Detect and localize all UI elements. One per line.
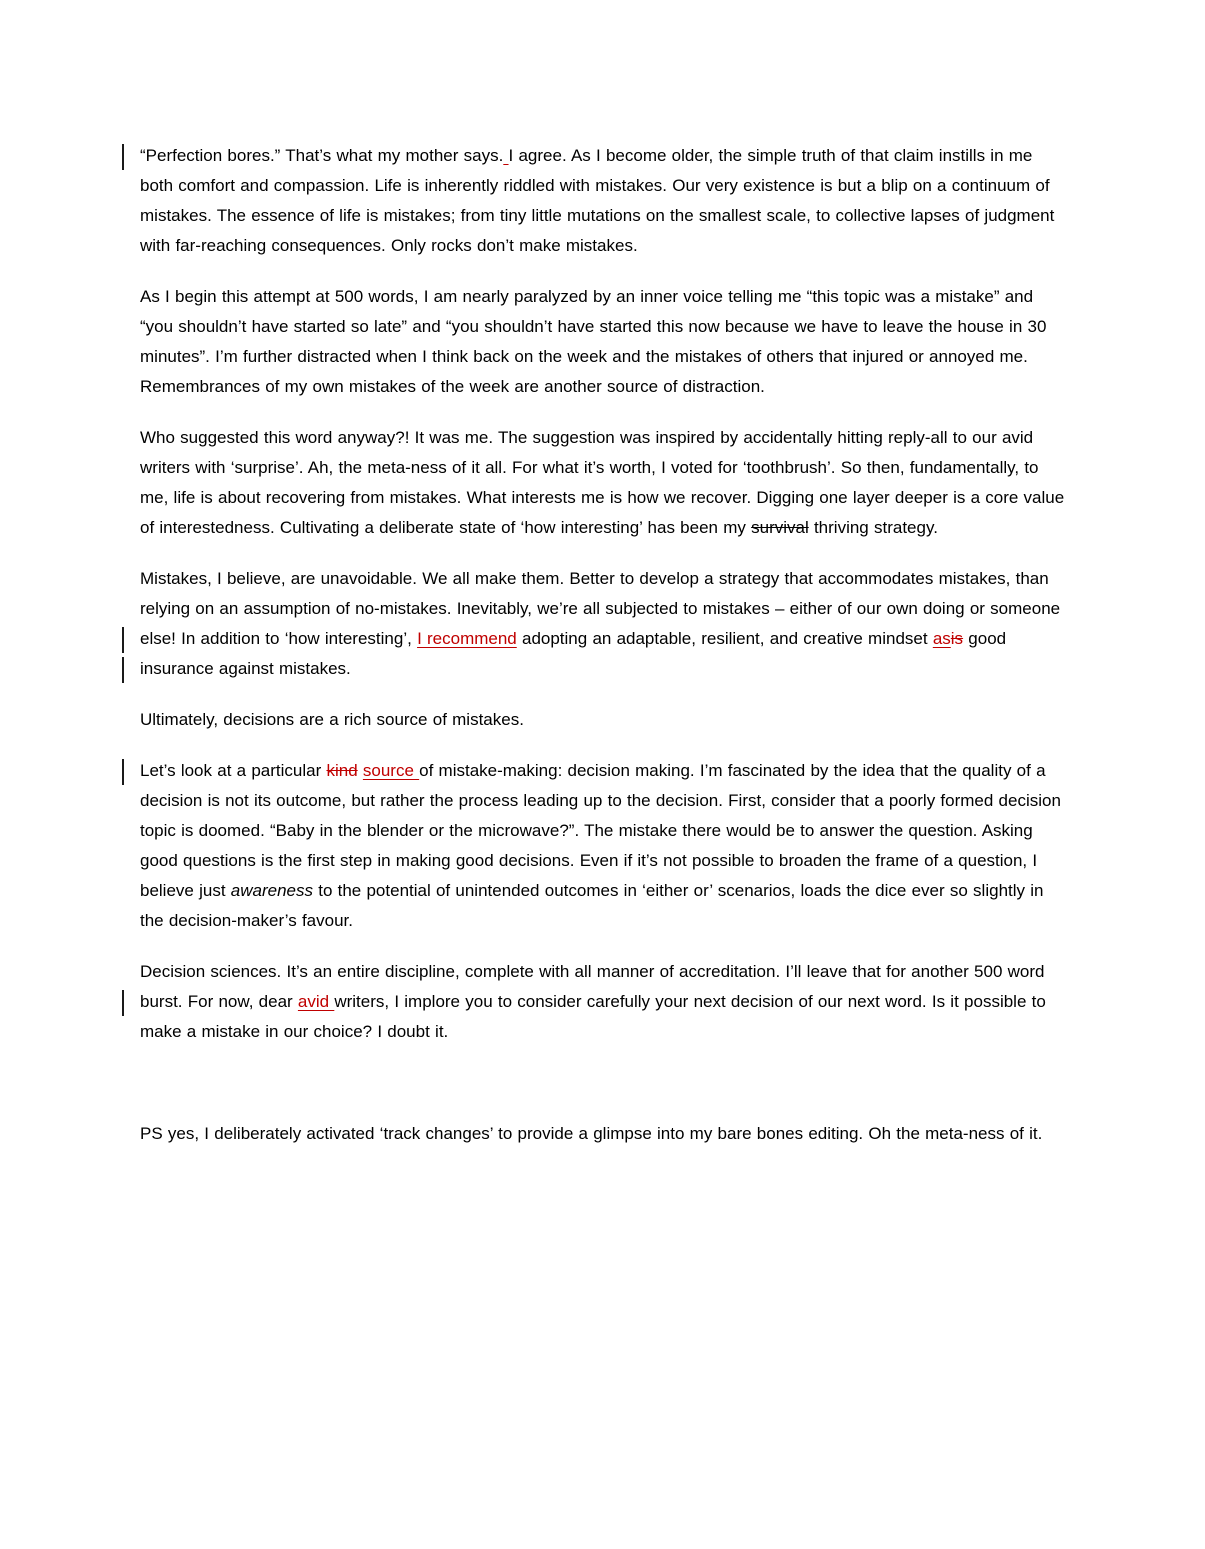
empty-paragraph: [140, 1068, 1065, 1098]
text-run: writers, I implore you to consider carefully your next decision of our next word. Is it possible to make a mistake in our choice? I doubt it.: [140, 992, 1046, 1041]
text-run: Mistakes, I believe, are unavoidable. We all make them. Better to develop a strategy that accommodates mistakes, than relying on an assumption of no-mistakes. Inevitably, we’re all subjected to mistakes – either of our own doing or someone else! In addition to ‘how interesting’,: [140, 569, 1061, 648]
tracked-deletion: is: [950, 629, 964, 648]
change-bar: [122, 627, 124, 653]
tracked-deletion: survival: [751, 518, 809, 537]
emphasized-text: awareness: [230, 881, 313, 900]
text-run: adopting an adaptable, resilient, and creative mindset: [516, 629, 933, 648]
text-run: Who suggested this word anyway?! It was me. The suggestion was inspired by accidentally hitting reply-all to our avid writers with ‘surprise’. Ah, the meta-ness of it all. For what it’s worth, I voted for ‘toothbrush’. So then, fundamentally, to me, life is about recovering from mistakes. What interests me is how we recover. Digging one layer deeper is a core value of interestedness. Cultivating a deliberate state of ‘how interesting’ has been my: [140, 428, 1065, 537]
text-run: “Perfection bores.” That’s what my mother says.: [140, 146, 504, 165]
tracked-deletion: kind: [326, 761, 358, 780]
paragraph: [140, 282, 1065, 402]
text-run: thriving strategy.: [808, 518, 938, 537]
tracked-insertion: source: [362, 761, 420, 780]
change-bar: [122, 990, 124, 1016]
paragraph: [140, 423, 1065, 543]
text-run: As I begin this attempt at 500 words, I am nearly paralyzed by an inner voice telling me “this topic was a mistake” and “you shouldn’t have started so late” and “you shouldn’t have started this now because we have to leave the house in 30 minutes”. I’m further distracted when I think back on the week and the mistakes of others that injured or annoyed me. Remembrances of my own mistakes of the week are another source of distraction.: [140, 287, 1047, 396]
text-run: Let’s look at a particular: [140, 761, 327, 780]
text-run: good insurance against mistakes.: [140, 629, 1007, 678]
text-run: I agree. As I become older, the simple truth of that claim instills in me both comfort and compassion. Life is inherently riddled with mistakes. Our very existence is but a blip on a continuum of mistakes. The essence of life is mistakes; from tiny little mutations on the smallest scale, to collective lapses of judgment with far-reaching consequences. Only rocks don’t make mistakes.: [140, 146, 1055, 255]
tracked-insertion: I recommend: [417, 629, 517, 648]
text-run: Ultimately, decisions are a rich source of mistakes.: [140, 710, 524, 729]
document-body[interactable]: [140, 141, 1065, 1149]
tracked-insertion: as: [932, 629, 951, 648]
paragraph: [140, 705, 1065, 735]
paragraph: [140, 1119, 1065, 1149]
paragraph: [140, 564, 1065, 684]
change-bar: [122, 657, 124, 683]
text-run: Decision sciences. It’s an entire discipline, complete with all manner of accreditation. I’ll leave that for another 500 word burst. For now, dear: [140, 962, 1045, 1011]
change-bar: [122, 144, 124, 170]
paragraph: [140, 141, 1065, 261]
paragraph: [140, 957, 1065, 1047]
text-run: to the potential of unintended outcomes in ‘either or’ scenarios, loads the dice ever so slightly in the decision-maker’s favour.: [140, 881, 1044, 930]
paragraph: [140, 756, 1065, 936]
tracked-insertion: avid: [297, 992, 335, 1011]
text-run: of mistake-making: decision making. I’m fascinated by the idea that the quality of a decision is not its outcome, but rather the process leading up to the decision. First, consider that a poorly formed decision topic is doomed. “Baby in the blender or the microwave?”. The mistake there would be to answer the question. Asking good questions is the first step in making good decisions. Even if it’s not possible to broaden the frame of a question, I believe just: [140, 761, 1061, 900]
text-run: PS yes, I deliberately activated ‘track changes’ to provide a glimpse into my bare bones editing. Oh the meta-ness of it.: [140, 1124, 1043, 1143]
change-bar: [122, 759, 124, 785]
